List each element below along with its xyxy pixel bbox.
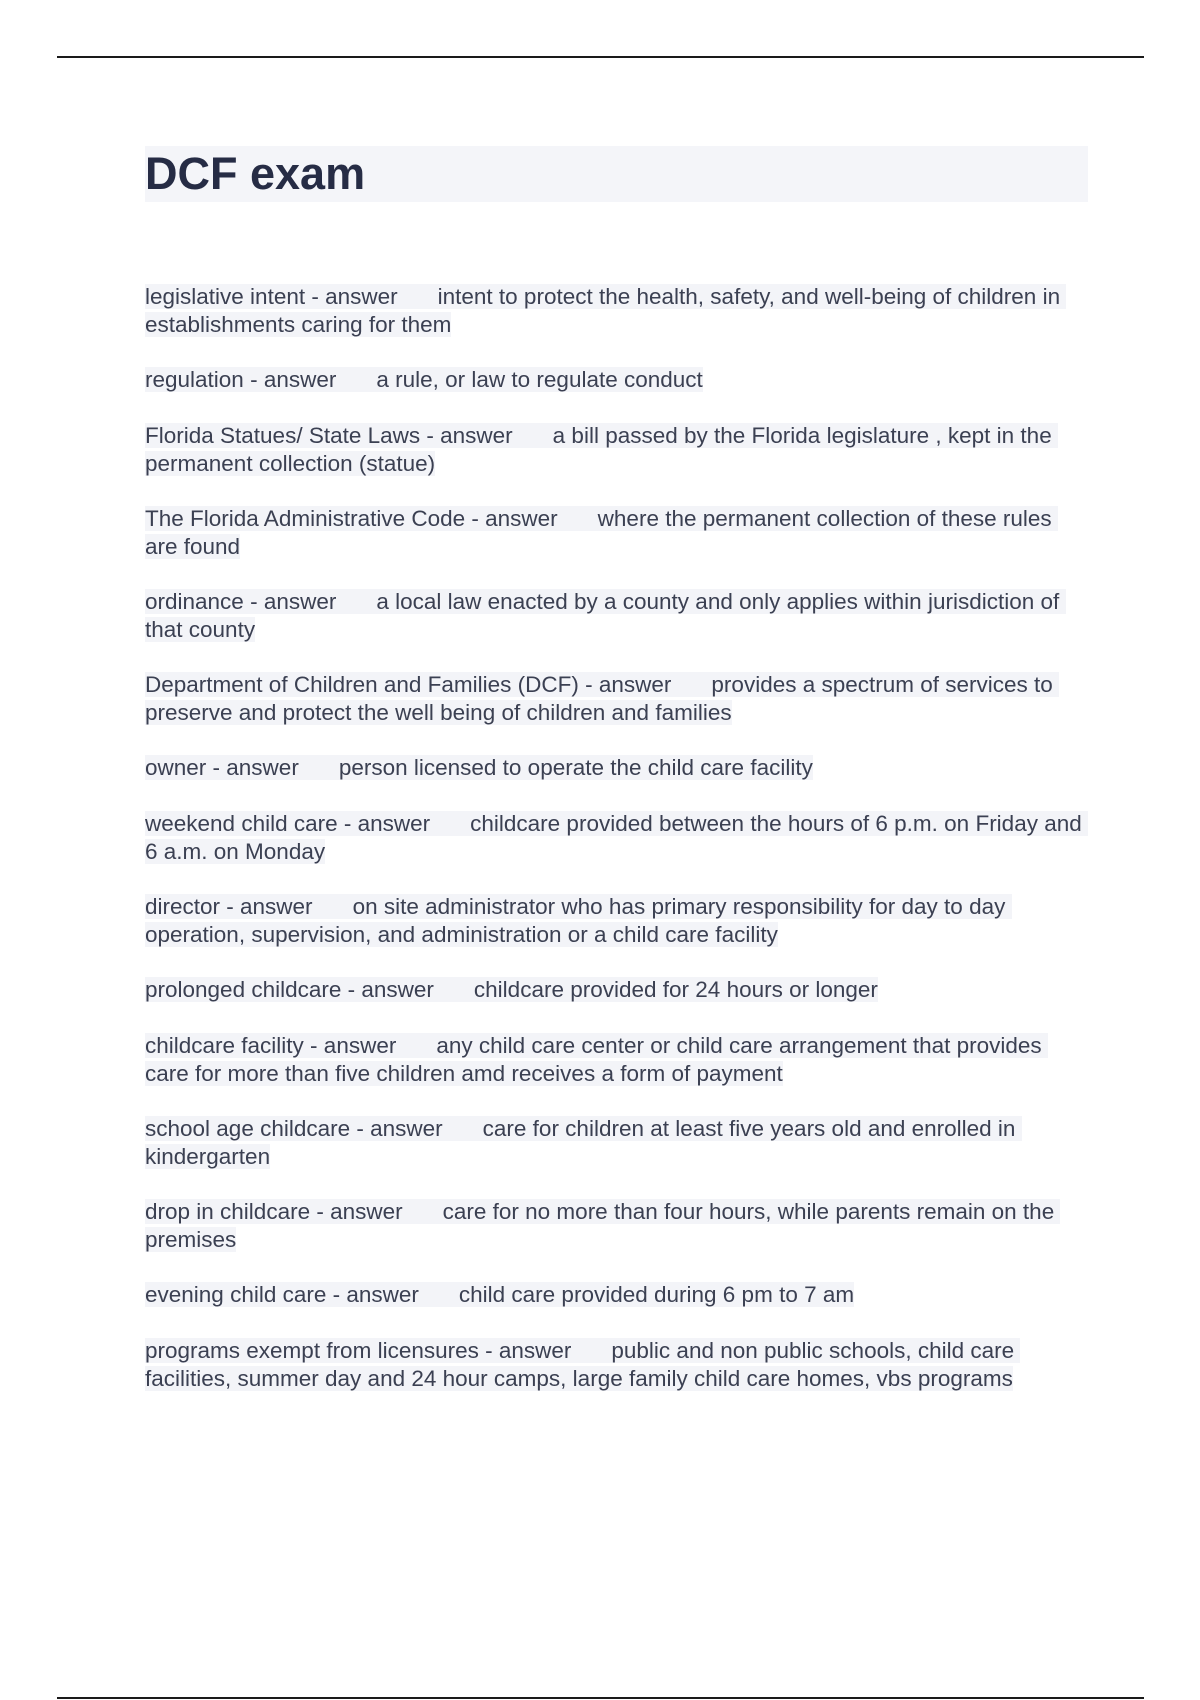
- qa-item: [145, 810, 1090, 866]
- qa-term: evening child care - answer: [145, 1282, 419, 1307]
- qa-definition: provides a spectrum of services to preserve and protect the well being of children and families: [145, 672, 1060, 725]
- qa-term: ordinance - answer: [145, 589, 337, 614]
- qa-item: [145, 754, 1090, 782]
- qa-item: [145, 671, 1090, 727]
- qa-item: [145, 283, 1090, 339]
- qa-term: The Florida Administrative Code - answer: [145, 506, 558, 531]
- qa-term: school age childcare - answer: [145, 1116, 443, 1141]
- title-banner: [145, 146, 1088, 202]
- qa-term: director - answer: [145, 894, 313, 919]
- bottom-divider: [57, 1697, 1144, 1699]
- qa-term: programs exempt from licensures - answer: [145, 1338, 572, 1363]
- qa-term: owner - answer: [145, 755, 299, 780]
- qa-definition: a bill passed by the Florida legislature , kept in the permanent collection (statue): [145, 423, 1058, 476]
- page-title: DCF exam: [145, 148, 366, 199]
- qa-item: [145, 1198, 1090, 1254]
- qa-term: weekend child care - answer: [145, 811, 431, 836]
- qa-item: [145, 505, 1090, 561]
- qa-item: [145, 976, 1090, 1004]
- qa-definition: where the permanent collection of these rules are found: [145, 506, 1058, 559]
- qa-definition: any child care center or child care arrangement that provides care for more than five children amd receives a form of payment: [145, 1033, 1048, 1086]
- qa-item: [145, 422, 1090, 478]
- qa-definition: public and non public schools, child care facilities, summer day and 24 hour camps, large family child care homes, vbs programs: [145, 1338, 1021, 1391]
- qa-list: [145, 283, 1090, 1420]
- qa-term: Florida Statues/ State Laws - answer: [145, 423, 513, 448]
- qa-term: prolonged childcare - answer: [145, 977, 434, 1002]
- qa-term: childcare facility - answer: [145, 1033, 397, 1058]
- qa-item: [145, 588, 1090, 644]
- qa-definition: child care provided during 6 pm to 7 am: [458, 1282, 855, 1307]
- qa-definition: intent to protect the health, safety, and well-being of children in establishments caring for them: [145, 284, 1067, 337]
- qa-definition: person licensed to operate the child care facility: [338, 755, 813, 780]
- qa-item: [145, 1115, 1090, 1171]
- qa-definition: care for no more than four hours, while parents remain on the premises: [145, 1199, 1061, 1252]
- qa-item: [145, 1337, 1090, 1393]
- top-divider: [57, 56, 1144, 58]
- qa-item: [145, 893, 1090, 949]
- qa-definition: childcare provided for 24 hours or longer: [473, 977, 878, 1002]
- qa-definition: a rule, or law to regulate conduct: [376, 367, 703, 392]
- qa-definition: on site administrator who has primary responsibility for day to day operation, supervision, and administration or a child care facility: [145, 894, 1012, 947]
- qa-term: legislative intent - answer: [145, 284, 398, 309]
- qa-definition: childcare provided between the hours of 6 p.m. on Friday and 6 a.m. on Monday: [145, 811, 1089, 864]
- qa-term: Department of Children and Families (DCF) - answer: [145, 672, 672, 697]
- qa-item: [145, 1032, 1090, 1088]
- qa-definition: a local law enacted by a county and only applies within jurisdiction of that county: [145, 589, 1066, 642]
- qa-term: drop in childcare - answer: [145, 1199, 403, 1224]
- qa-item: [145, 366, 1090, 394]
- qa-item: [145, 1281, 1090, 1309]
- qa-term: regulation - answer: [145, 367, 337, 392]
- qa-definition: care for children at least five years old and enrolled in kindergarten: [145, 1116, 1022, 1169]
